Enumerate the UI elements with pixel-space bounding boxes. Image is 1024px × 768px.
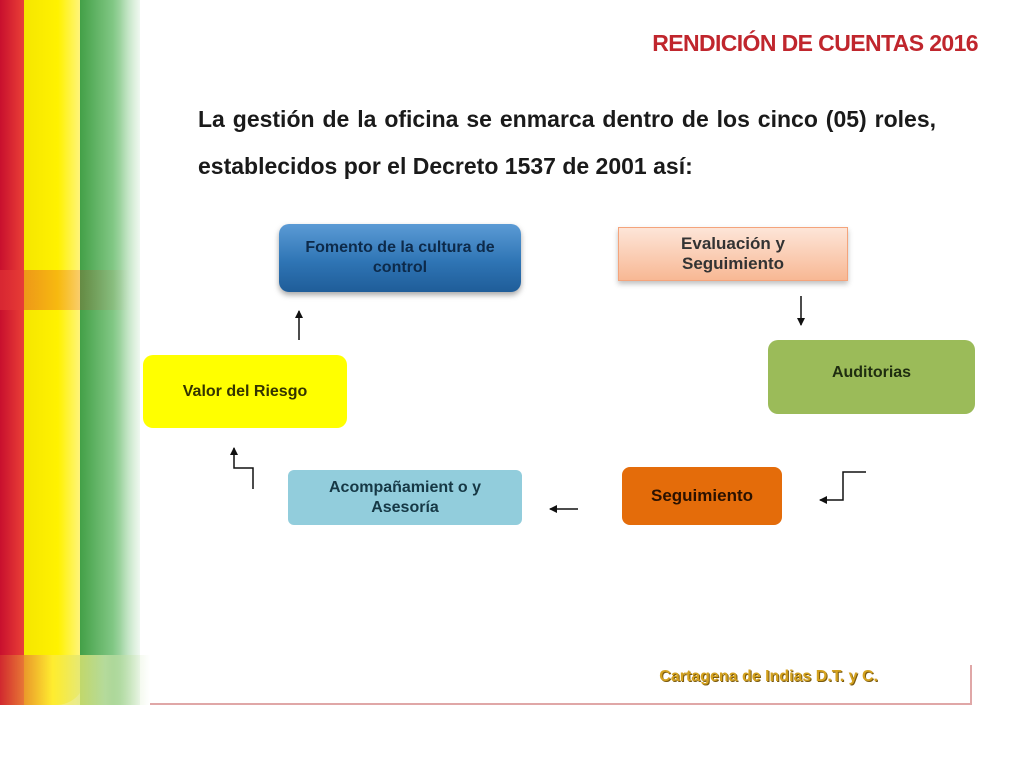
arrow-auditorias-to-seguimiento (820, 472, 866, 500)
role-auditorias-box: Auditorias (768, 340, 975, 414)
footer-divider-vertical (970, 665, 972, 705)
footer-divider (150, 703, 972, 705)
slide-title: RENDICIÓN DE CUENTAS 2016 (652, 30, 978, 56)
arrow-acompanamiento-to-valor (234, 448, 253, 489)
role-valor-riesgo-box: Valor del Riesgo (143, 355, 347, 428)
role-acompanamiento-box: Acompañamient o y Asesoría (288, 470, 522, 525)
role-seguimiento-box: Seguimiento (622, 467, 782, 525)
footer-location: Cartagena de Indias D.T. y C. (659, 668, 878, 685)
intro-paragraph: La gestión de la oficina se enmarca dentro de los cinco (05) roles, establecidos por el Decreto 1537 de 2001 así: (198, 106, 936, 179)
role-evaluacion-box: Evaluación y Seguimiento (618, 227, 848, 281)
role-fomento-box: Fomento de la cultura de control (279, 224, 521, 292)
